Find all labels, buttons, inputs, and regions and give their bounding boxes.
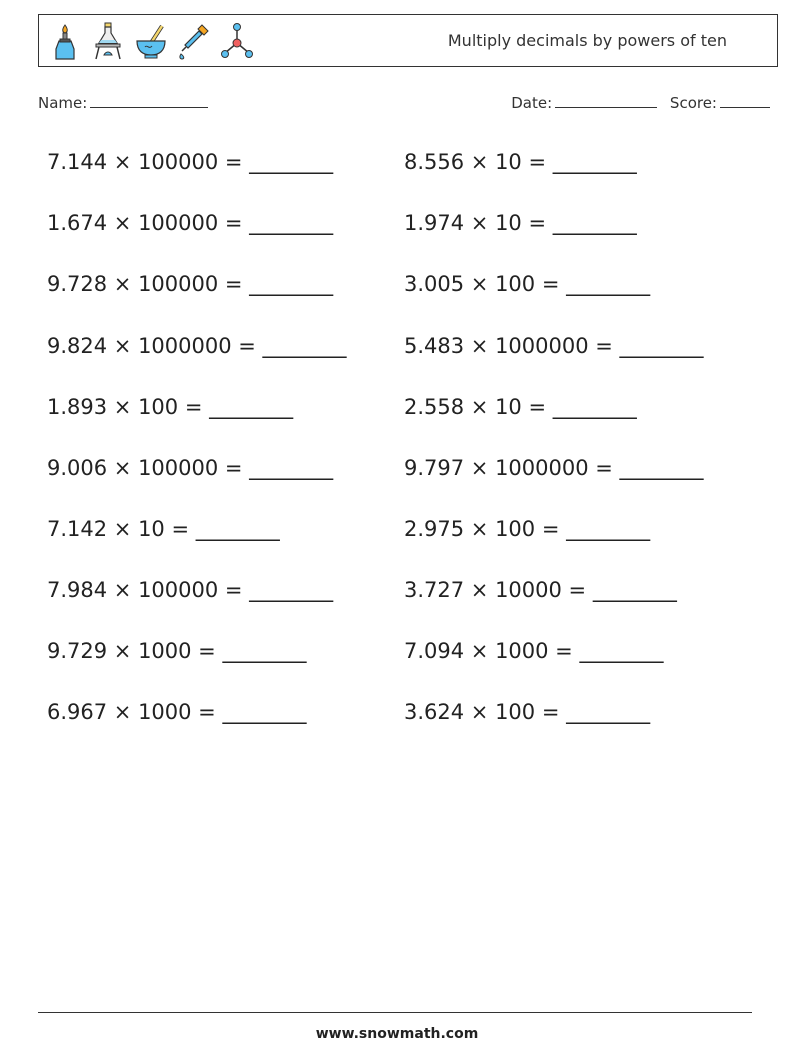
- problem-left-7: 7.142 × 10 = ________: [47, 517, 280, 541]
- problem-left-5: 1.893 × 100 = ________: [47, 395, 294, 419]
- name-blank[interactable]: [90, 92, 208, 108]
- problem-left-1: 7.144 × 100000 = ________: [47, 150, 334, 174]
- problem-left-10: 6.967 × 1000 = ________: [47, 700, 307, 724]
- problem-right-10: 3.624 × 100 = ________: [404, 700, 651, 724]
- problem-left-2: 1.674 × 100000 = ________: [47, 211, 334, 235]
- problem-right-9: 7.094 × 1000 = ________: [404, 639, 664, 663]
- worksheet-header: [38, 14, 778, 67]
- problem-right-8: 3.727 × 10000 = ________: [404, 578, 677, 602]
- problem-right-7: 2.975 × 100 = ________: [404, 517, 651, 541]
- molecule-icon: [219, 19, 255, 63]
- score-label: Score:: [669, 94, 717, 112]
- problem-left-4: 9.824 × 1000000 = ________: [47, 334, 347, 358]
- name-label: Name:: [38, 94, 88, 112]
- problem-right-5: 2.558 × 10 = ________: [404, 395, 637, 419]
- problem-right-3: 3.005 × 100 = ________: [404, 272, 651, 296]
- problem-left-9: 9.729 × 1000 = ________: [47, 639, 307, 663]
- alcohol-burner-icon: [47, 19, 83, 63]
- problem-right-6: 9.797 × 1000000 = ________: [404, 456, 704, 480]
- tripod-flask-icon: [90, 19, 126, 63]
- dropper-icon: [176, 19, 212, 63]
- worksheet-title: Multiply decimals by powers of ten: [447, 31, 727, 50]
- problem-left-6: 9.006 × 100000 = ________: [47, 456, 334, 480]
- problem-left-8: 7.984 × 100000 = ________: [47, 578, 334, 602]
- problem-right-1: 8.556 × 10 = ________: [404, 150, 637, 174]
- problem-left-3: 9.728 × 100000 = ________: [47, 272, 334, 296]
- name-field: [38, 92, 208, 112]
- problem-right-2: 1.974 × 10 = ________: [404, 211, 637, 235]
- problem-right-4: 5.483 × 1000000 = ________: [404, 334, 704, 358]
- date-label: Date:: [511, 94, 553, 112]
- footer-url: www.snowmath.com: [315, 1026, 479, 1042]
- score-blank[interactable]: [720, 92, 770, 108]
- header-icons: [47, 19, 255, 63]
- mortar-pestle-icon: [133, 19, 169, 63]
- date-score-fields: [511, 92, 770, 112]
- date-blank[interactable]: [555, 92, 657, 108]
- footer-divider: [38, 1012, 752, 1013]
